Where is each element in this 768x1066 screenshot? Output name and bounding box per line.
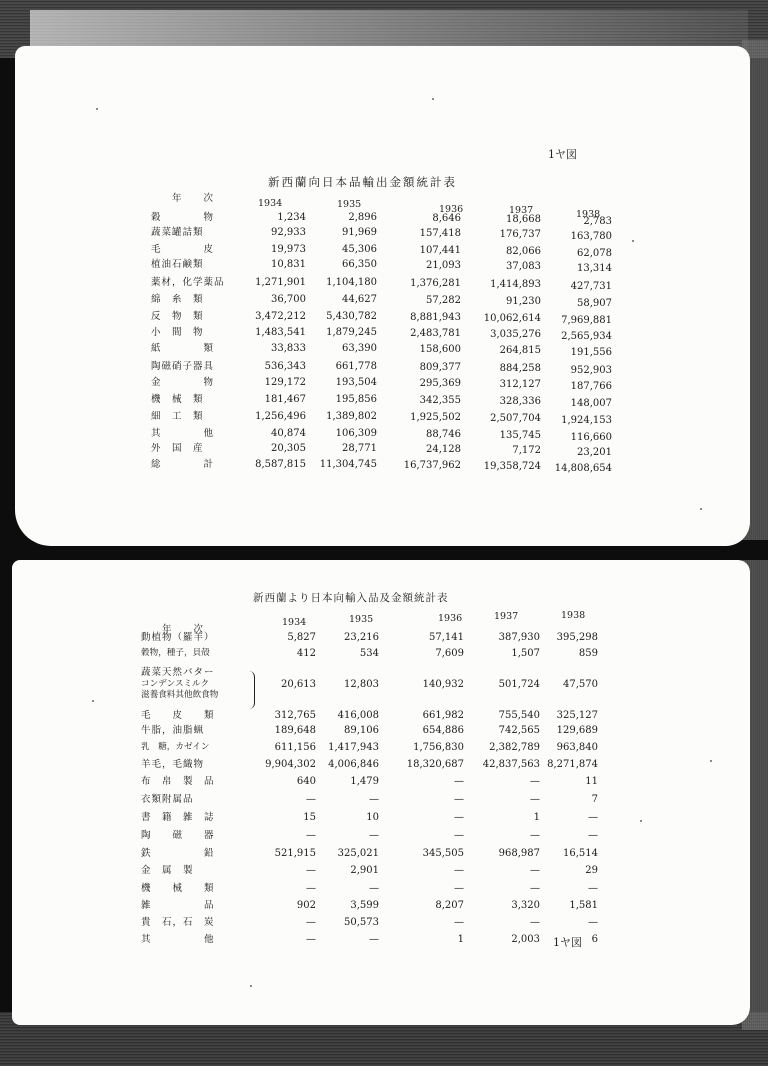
year-header: 年 次 (162, 624, 205, 635)
brace-mark (249, 671, 255, 709)
table-cell: 427,731 (570, 281, 612, 292)
table-cell: — (369, 830, 379, 841)
table-cell: 21,093 (426, 260, 461, 271)
year-column-header: 1938 (576, 209, 601, 220)
table-cell: 16,737,962 (403, 460, 461, 471)
table-cell: 24,128 (426, 444, 461, 455)
row-label: 貴 石，石 炭 (141, 917, 215, 928)
table-cell: — (306, 865, 316, 876)
table-cell: 1,756,830 (413, 742, 464, 753)
table-cell: 1,389,802 (326, 411, 377, 422)
table-title: 新西蘭より日本向輸入品及金額統計表 (253, 592, 449, 604)
table-cell: — (306, 830, 316, 841)
table-cell: 19,358,724 (483, 461, 541, 472)
table-cell: 1,271,901 (255, 277, 306, 288)
table-cell: 1,924,153 (561, 415, 612, 426)
table-cell: 10,062,614 (483, 313, 541, 324)
table-cell: 1,256,496 (255, 411, 306, 422)
year-column-header: 1937 (509, 205, 534, 216)
row-label: コンデンスミルク (141, 679, 210, 689)
year-column-header: 1934 (282, 617, 307, 628)
table-cell: 7 (591, 794, 598, 805)
table-cell: 12,803 (344, 679, 379, 690)
row-label: 植油石鹸類 (151, 259, 204, 270)
row-label: 穀物，種子，貝殻 (141, 648, 210, 658)
table-cell: 264,815 (499, 345, 541, 356)
row-label: 機 械 類 (151, 394, 204, 405)
table-cell: 191,556 (570, 347, 612, 358)
table-cell: 92,933 (271, 227, 306, 238)
table-cell: 62,078 (577, 248, 612, 259)
table-cell: 135,745 (499, 430, 541, 441)
table-cell: 755,540 (498, 710, 540, 721)
table-cell: 8,207 (435, 900, 464, 911)
row-label: 機 械 類 (141, 883, 215, 894)
row-label: 滋養食料其他飲食物 (141, 690, 219, 700)
row-label: 乳 糖，カゼイン (141, 742, 210, 752)
table-cell: 148,007 (570, 398, 612, 409)
table-cell: — (454, 865, 464, 876)
table-cell: 66,350 (342, 259, 377, 270)
table-cell: 195,856 (335, 394, 377, 405)
table-cell: 23,201 (577, 447, 612, 458)
table-cell: 521,915 (274, 848, 316, 859)
row-label: 雑 品 (141, 900, 215, 911)
table-cell: 36,700 (271, 294, 306, 305)
table-cell: 129,689 (556, 725, 598, 736)
table-cell: 29 (585, 865, 598, 876)
table-cell: 42,837,563 (482, 759, 540, 770)
table-cell: 3,599 (350, 900, 379, 911)
table-cell: 1,879,245 (326, 327, 377, 338)
table-cell: — (454, 830, 464, 841)
table-cell: 8,587,815 (255, 459, 306, 470)
table-cell: 1,104,180 (326, 277, 377, 288)
row-label: 羊毛，毛織物 (141, 759, 205, 770)
table-cell: — (530, 883, 540, 894)
table-cell: 536,343 (264, 361, 306, 372)
table-cell: 3,035,276 (490, 329, 541, 340)
table-cell: 7,172 (512, 445, 541, 456)
table-cell: 88,746 (426, 429, 461, 440)
table-cell: 107,441 (419, 245, 461, 256)
row-label: 毛 皮 (151, 244, 215, 255)
table-cell: 8,881,943 (410, 312, 461, 323)
table-cell: — (369, 794, 379, 805)
row-label: 陶磁硝子器具 (151, 361, 215, 372)
table-cell: 416,008 (337, 710, 379, 721)
table-cell: — (588, 812, 598, 823)
table-cell: 611,156 (274, 742, 316, 753)
table-cell: 14,808,654 (554, 463, 612, 474)
year-column-header: 1934 (258, 198, 283, 209)
table-cell: — (369, 883, 379, 894)
table-cell: 11 (585, 776, 598, 787)
table-cell: 89,106 (344, 725, 379, 736)
table-cell: 534 (359, 648, 379, 659)
table-cell: 176,737 (499, 229, 541, 240)
table-cell: — (530, 794, 540, 805)
table-cell: 312,765 (274, 710, 316, 721)
table-cell: — (530, 865, 540, 876)
table-cell: 7,609 (435, 648, 464, 659)
table-cell: 412 (296, 648, 316, 659)
table-cell: 181,467 (264, 394, 306, 405)
table-cell: 33,833 (271, 343, 306, 354)
table-cell: — (530, 830, 540, 841)
table-cell: 809,377 (419, 362, 461, 373)
table-cell: 37,083 (506, 261, 541, 272)
table-cell: 58,907 (577, 298, 612, 309)
table-cell: — (454, 812, 464, 823)
table-cell: — (454, 794, 464, 805)
page-mark: 1ヤ図 (553, 936, 582, 949)
table-cell: 116,660 (570, 432, 612, 443)
table-cell: 140,932 (422, 679, 464, 690)
row-label: 穀 物 (151, 212, 215, 223)
table-cell: 1,234 (277, 212, 306, 223)
table-cell: — (588, 883, 598, 894)
table-cell: 44,627 (342, 294, 377, 305)
table-cell: 661,982 (422, 710, 464, 721)
row-label: 毛 皮 類 (141, 710, 215, 721)
table-cell: 16,514 (563, 848, 598, 859)
table-cell: — (530, 917, 540, 928)
table-cell: 40,874 (271, 428, 306, 439)
table-cell: 18,668 (506, 214, 541, 225)
table-cell: — (369, 934, 379, 945)
table-cell: 2,382,789 (489, 742, 540, 753)
year-column-header: 1935 (349, 614, 374, 625)
table-cell: 8,646 (432, 213, 461, 224)
table-cell: 1,376,281 (410, 278, 461, 289)
table-cell: 2,507,704 (490, 413, 541, 424)
year-column-header: 1936 (439, 204, 464, 215)
table-cell: 2,565,934 (561, 331, 612, 342)
row-label: 反 物 類 (151, 311, 204, 322)
row-label: 動植物（羅羊） (141, 632, 215, 643)
table-cell: — (306, 883, 316, 894)
table-cell: — (530, 776, 540, 787)
row-label: 紙 類 (151, 343, 215, 354)
table-cell: 163,780 (570, 231, 612, 242)
table-cell: 5,827 (287, 632, 316, 643)
table-cell: 4,006,846 (328, 759, 379, 770)
table-cell: 57,141 (429, 632, 464, 643)
table-cell: 312,127 (499, 379, 541, 390)
table-cell: 82,066 (506, 246, 541, 257)
table-cell: 1 (457, 934, 464, 945)
table-cell: 963,840 (556, 742, 598, 753)
table-cell: 91,969 (342, 227, 377, 238)
table-cell: 395,298 (556, 632, 598, 643)
row-label: 其 他 (151, 428, 215, 439)
row-label: 小 間 物 (151, 327, 204, 338)
table-cell: 1,414,893 (490, 279, 541, 290)
table-cell: 28,771 (342, 443, 377, 454)
table-cell: 1,483,541 (255, 327, 306, 338)
table-cell: 3,472,212 (255, 311, 306, 322)
row-label: 書 籍 雑 誌 (141, 812, 215, 823)
table-cell: — (588, 830, 598, 841)
row-label: 陶 磁 器 (141, 830, 215, 841)
row-label: 牛脂，油脂蝋 (141, 725, 205, 736)
table-cell: — (306, 794, 316, 805)
row-label: 総 計 (151, 459, 215, 470)
row-label: 外 国 産 (151, 443, 204, 454)
table-cell: 342,355 (419, 395, 461, 406)
row-label: 布 帛 製 品 (141, 776, 215, 787)
year-column-header: 1938 (561, 610, 586, 621)
table-cell: 57,282 (426, 295, 461, 306)
table-cell: 1,507 (511, 648, 540, 659)
row-label: 細 工 類 (151, 411, 204, 422)
row-label: 金 属 製 (141, 865, 194, 876)
row-label: 金 物 (151, 377, 215, 388)
row-label: 薬材，化学薬品 (151, 277, 225, 288)
table-cell: 345,505 (422, 848, 464, 859)
table-cell: — (454, 917, 464, 928)
row-label: 蔬菜天然バター (141, 667, 215, 678)
year-column-header: 1935 (337, 199, 362, 210)
table-cell: 23,216 (344, 632, 379, 643)
table-cell: 328,336 (499, 396, 541, 407)
table-cell: 2,901 (350, 865, 379, 876)
table-cell: 1,581 (569, 900, 598, 911)
upper-page (15, 46, 750, 546)
table-cell: 325,127 (556, 710, 598, 721)
table-cell: 2,003 (511, 934, 540, 945)
row-label: 鉄 鉛 (141, 848, 215, 859)
table-cell: 7,969,881 (561, 315, 612, 326)
table-cell: 902 (296, 900, 316, 911)
table-cell: 387,930 (498, 632, 540, 643)
table-cell: 1,479 (350, 776, 379, 787)
lower-page (12, 560, 750, 1025)
table-cell: — (306, 917, 316, 928)
table-cell: 47,570 (563, 679, 598, 690)
table-cell: 189,648 (274, 725, 316, 736)
table-cell: 10 (366, 812, 379, 823)
table-cell: 884,258 (499, 363, 541, 374)
table-cell: 193,504 (335, 377, 377, 388)
page-mark: 1ヤ図 (548, 148, 577, 161)
table-cell: 501,724 (498, 679, 540, 690)
table-cell: 13,314 (577, 263, 612, 274)
table-cell: 2,783 (583, 216, 612, 227)
table-cell: 952,903 (570, 365, 612, 376)
year-header: 年 次 (172, 193, 215, 204)
table-cell: 968,987 (498, 848, 540, 859)
table-cell: 157,418 (419, 228, 461, 239)
table-cell: 10,831 (271, 259, 306, 270)
table-cell: 106,309 (335, 428, 377, 439)
table-cell: 6 (591, 934, 598, 945)
row-label: 衣類附属品 (141, 794, 194, 805)
table-cell: 295,369 (419, 378, 461, 389)
table-cell: 19,973 (271, 244, 306, 255)
table-cell: — (306, 934, 316, 945)
table-cell: 1,925,502 (410, 412, 461, 423)
table-cell: 8,271,874 (547, 759, 598, 770)
row-label: 蔬菜罐詰類 (151, 227, 204, 238)
table-cell: 45,306 (342, 244, 377, 255)
table-cell: 158,600 (419, 344, 461, 355)
table-cell: 859 (578, 648, 598, 659)
table-cell: 661,778 (335, 361, 377, 372)
table-cell: 63,390 (342, 343, 377, 354)
table-cell: 325,021 (337, 848, 379, 859)
table-cell: 2,483,781 (410, 328, 461, 339)
year-column-header: 1936 (438, 613, 463, 624)
table-cell: 742,565 (498, 725, 540, 736)
table-cell: — (454, 776, 464, 787)
row-label: 綿 糸 類 (151, 294, 204, 305)
table-cell: 1 (533, 812, 540, 823)
table-cell: 18,320,687 (406, 759, 464, 770)
table-cell: 640 (296, 776, 316, 787)
table-cell: 9,904,302 (265, 759, 316, 770)
table-cell: 3,320 (511, 900, 540, 911)
row-label: 其 他 (141, 934, 215, 945)
table-cell: — (588, 917, 598, 928)
table-cell: — (454, 883, 464, 894)
table-cell: 91,230 (506, 296, 541, 307)
table-cell: 2,896 (348, 212, 377, 223)
year-column-header: 1937 (494, 611, 519, 622)
table-cell: 187,766 (570, 381, 612, 392)
table-cell: 50,573 (344, 917, 379, 928)
table-cell: 654,886 (422, 725, 464, 736)
table-cell: 11,304,745 (319, 459, 377, 470)
table-cell: 129,172 (264, 377, 306, 388)
table-cell: 1,417,943 (328, 742, 379, 753)
table-cell: 5,430,782 (326, 311, 377, 322)
table-cell: 20,613 (281, 679, 316, 690)
table-cell: 20,305 (271, 443, 306, 454)
table-cell: 15 (303, 812, 316, 823)
table-title: 新西蘭向日本品輸出金額統計表 (268, 175, 457, 189)
